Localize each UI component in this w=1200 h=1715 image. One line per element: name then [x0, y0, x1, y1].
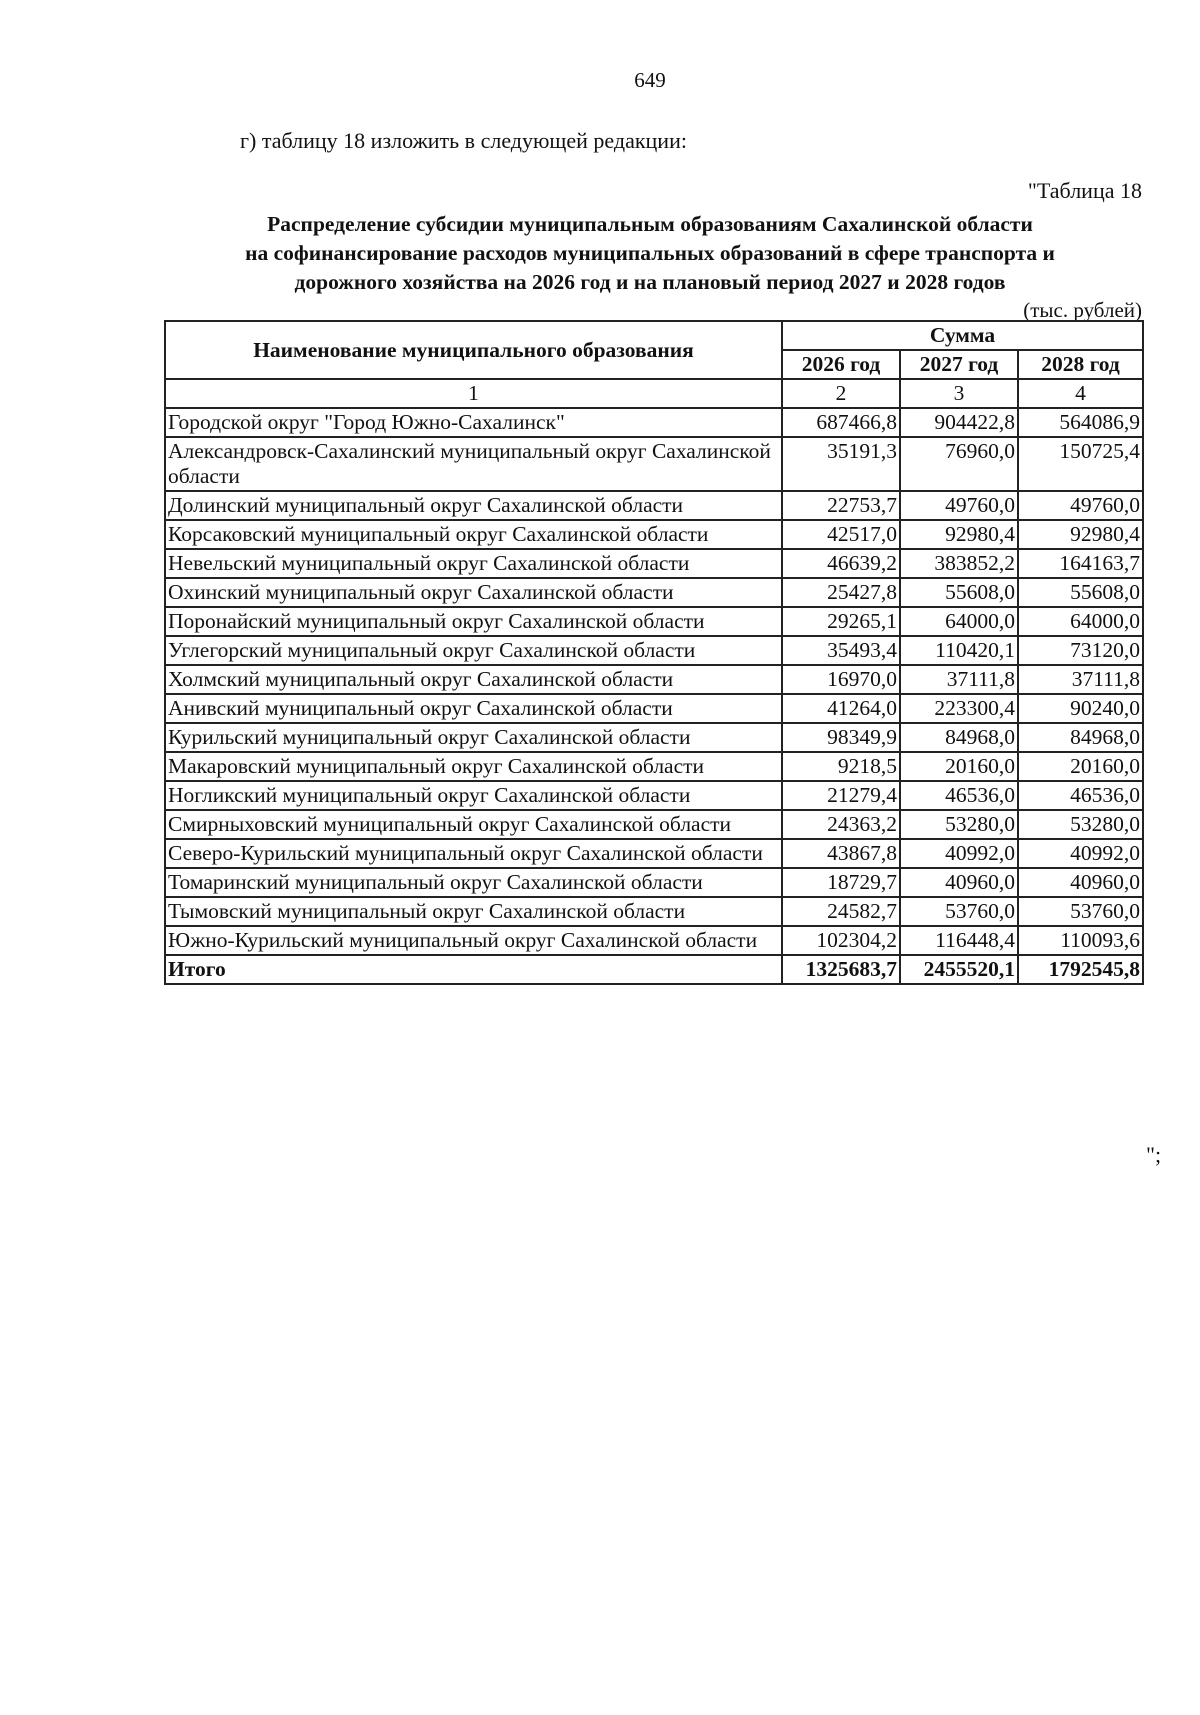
subsidy-table	[164, 320, 1144, 985]
value-2026-cell: 24582,7	[782, 897, 900, 926]
closing-quote: ";	[1146, 1142, 1162, 1167]
value-2026-cell: 687466,8	[782, 408, 900, 437]
value-2027-cell: 2455520,1	[900, 955, 1018, 984]
value-2026-cell: 41264,0	[782, 694, 900, 723]
table-row	[165, 578, 1143, 607]
table-row	[165, 868, 1143, 897]
municipality-name-cell: Анивский муниципальный округ Сахалинской области	[165, 694, 782, 723]
value-2028-cell: 90240,0	[1018, 694, 1143, 723]
municipality-name-cell: Итого	[165, 955, 782, 984]
value-2027-cell: 20160,0	[900, 752, 1018, 781]
value-2026-cell: 42517,0	[782, 520, 900, 549]
value-2027-cell: 49760,0	[900, 491, 1018, 520]
table-row	[165, 665, 1143, 694]
municipality-name-cell: Курильский муниципальный округ Сахалинской области	[165, 723, 782, 752]
page-number: 649	[634, 68, 666, 92]
intro-text: г) таблицу 18 изложить в следующей редакции:	[240, 128, 687, 153]
value-2028-cell: 46536,0	[1018, 781, 1143, 810]
table-row	[165, 520, 1143, 549]
value-2026-cell: 102304,2	[782, 926, 900, 955]
value-2026-cell: 24363,2	[782, 810, 900, 839]
value-2027-cell: 904422,8	[900, 408, 1018, 437]
units-label: (тыс. рублей)	[1023, 298, 1142, 322]
value-2028-cell: 64000,0	[1018, 607, 1143, 636]
value-2026-cell: 16970,0	[782, 665, 900, 694]
municipality-name-cell: Северо-Курильский муниципальный округ Сахалинской области	[165, 839, 782, 868]
municipality-name-cell: Тымовский муниципальный округ Сахалинской области	[165, 897, 782, 926]
value-2027-cell: 76960,0	[900, 437, 1018, 491]
value-2027-cell: 223300,4	[900, 694, 1018, 723]
column-number: 3	[900, 379, 1018, 408]
table-row	[165, 694, 1143, 723]
header-sum: Сумма	[782, 321, 1143, 350]
value-2027-cell: 84968,0	[900, 723, 1018, 752]
value-2028-cell: 164163,7	[1018, 549, 1143, 578]
value-2027-cell: 55608,0	[900, 578, 1018, 607]
table-title	[150, 210, 1150, 297]
table-row	[165, 810, 1143, 839]
title-line: Распределение субсидии муниципальным образованиям Сахалинской области	[267, 212, 1033, 236]
header-name: Наименование муниципального образования	[165, 321, 782, 379]
value-2027-cell: 116448,4	[900, 926, 1018, 955]
table-row	[165, 897, 1143, 926]
value-2027-cell: 37111,8	[900, 665, 1018, 694]
value-2028-cell: 40960,0	[1018, 868, 1143, 897]
value-2026-cell: 21279,4	[782, 781, 900, 810]
total-row	[165, 955, 1143, 984]
value-2026-cell: 43867,8	[782, 839, 900, 868]
value-2028-cell: 73120,0	[1018, 636, 1143, 665]
municipality-name-cell: Холмский муниципальный округ Сахалинской области	[165, 665, 782, 694]
value-2028-cell: 20160,0	[1018, 752, 1143, 781]
table-row	[165, 549, 1143, 578]
municipality-name-cell: Городской округ "Город Южно-Сахалинск"	[165, 408, 782, 437]
value-2028-cell: 150725,4	[1018, 437, 1143, 491]
value-2028-cell: 49760,0	[1018, 491, 1143, 520]
value-2028-cell: 1792545,8	[1018, 955, 1143, 984]
header-year-2026: 2026 год	[782, 350, 900, 379]
municipality-name-cell: Корсаковский муниципальный округ Сахалинской области	[165, 520, 782, 549]
value-2028-cell: 110093,6	[1018, 926, 1143, 955]
table-row	[165, 752, 1143, 781]
table-row	[165, 781, 1143, 810]
value-2026-cell: 18729,7	[782, 868, 900, 897]
value-2026-cell: 46639,2	[782, 549, 900, 578]
value-2026-cell: 22753,7	[782, 491, 900, 520]
value-2028-cell: 40992,0	[1018, 839, 1143, 868]
table-row	[165, 636, 1143, 665]
value-2026-cell: 9218,5	[782, 752, 900, 781]
value-2028-cell: 53760,0	[1018, 897, 1143, 926]
value-2026-cell: 29265,1	[782, 607, 900, 636]
value-2028-cell: 84968,0	[1018, 723, 1143, 752]
value-2026-cell: 1325683,7	[782, 955, 900, 984]
table-reference: "Таблица 18	[1027, 178, 1142, 203]
table-row	[165, 723, 1143, 752]
header-year-2027: 2027 год	[900, 350, 1018, 379]
value-2028-cell: 55608,0	[1018, 578, 1143, 607]
value-2027-cell: 383852,2	[900, 549, 1018, 578]
table-body	[165, 408, 1143, 984]
table-row	[165, 437, 1143, 491]
table-row	[165, 491, 1143, 520]
municipality-name-cell: Долинский муниципальный округ Сахалинской области	[165, 491, 782, 520]
title-line: дорожного хозяйства на 2026 год и на плановый период 2027 и 2028 годов	[294, 270, 1006, 294]
municipality-name-cell: Александровск-Сахалинский муниципальный округ Сахалинской области	[165, 437, 782, 491]
municipality-name-cell: Углегорский муниципальный округ Сахалинской области	[165, 636, 782, 665]
header-year-2028: 2028 год	[1018, 350, 1143, 379]
value-2026-cell: 35493,4	[782, 636, 900, 665]
value-2027-cell: 46536,0	[900, 781, 1018, 810]
municipality-name-cell: Смирныховский муниципальный округ Сахалинской области	[165, 810, 782, 839]
value-2026-cell: 35191,3	[782, 437, 900, 491]
table-row	[165, 607, 1143, 636]
table-row	[165, 926, 1143, 955]
value-2028-cell: 564086,9	[1018, 408, 1143, 437]
value-2027-cell: 92980,4	[900, 520, 1018, 549]
municipality-name-cell: Невельский муниципальный округ Сахалинской области	[165, 549, 782, 578]
value-2028-cell: 53280,0	[1018, 810, 1143, 839]
municipality-name-cell: Ногликский муниципальный округ Сахалинской области	[165, 781, 782, 810]
municipality-name-cell: Охинский муниципальный округ Сахалинской области	[165, 578, 782, 607]
municipality-name-cell: Поронайский муниципальный округ Сахалинской области	[165, 607, 782, 636]
municipality-name-cell: Томаринский муниципальный округ Сахалинской области	[165, 868, 782, 897]
column-number: 2	[782, 379, 900, 408]
value-2027-cell: 53760,0	[900, 897, 1018, 926]
value-2028-cell: 92980,4	[1018, 520, 1143, 549]
value-2027-cell: 110420,1	[900, 636, 1018, 665]
value-2027-cell: 64000,0	[900, 607, 1018, 636]
value-2027-cell: 40960,0	[900, 868, 1018, 897]
municipality-name-cell: Макаровский муниципальный округ Сахалинской области	[165, 752, 782, 781]
municipality-name-cell: Южно-Курильский муниципальный округ Сахалинской области	[165, 926, 782, 955]
table-row	[165, 408, 1143, 437]
column-number: 4	[1018, 379, 1143, 408]
table-row	[165, 839, 1143, 868]
value-2028-cell: 37111,8	[1018, 665, 1143, 694]
value-2027-cell: 40992,0	[900, 839, 1018, 868]
value-2026-cell: 98349,9	[782, 723, 900, 752]
title-line: на софинансирование расходов муниципальных образований в сфере транспорта и	[245, 241, 1055, 265]
column-number: 1	[165, 379, 782, 408]
value-2026-cell: 25427,8	[782, 578, 900, 607]
value-2027-cell: 53280,0	[900, 810, 1018, 839]
